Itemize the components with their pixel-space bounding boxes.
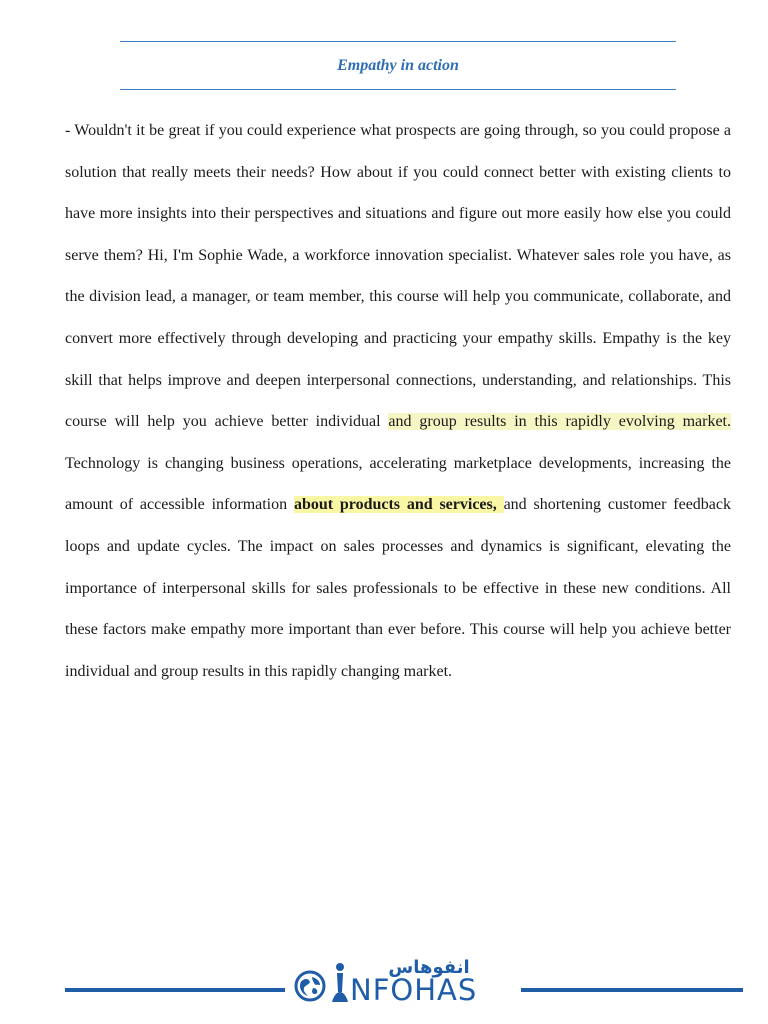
logo-arabic-text: انفوهاس	[388, 957, 470, 978]
body-paragraph	[65, 110, 731, 692]
logo-i-mark-icon	[330, 962, 350, 1004]
footer-rule-left	[65, 988, 285, 992]
logo-latin-text: NFOHAS	[350, 973, 478, 1007]
footer-rule-right	[521, 988, 743, 992]
infohas-logo	[292, 958, 518, 1006]
title-rule-bottom	[120, 89, 676, 90]
title-rule-top	[120, 41, 676, 42]
globe-icon	[294, 970, 326, 1002]
paragraph-segment: - Wouldn't it be great if you could experience what prospects are going through, so you could propose a solution that really meets their needs? How about if you could connect better with existing clients to have more insights into their perspectives and situations and figure out more easily how else you could serve them? Hi, I'm Sophie Wade, a workforce innovation specialist. Whatever sales role you have, as the division lead, a manager, or team member, this course will help you communicate, collaborate, and convert more effectively through developing and practicing your empathy skills. Empathy is the key skill that helps improve and deepen interpersonal connections, understanding, and relationships. This course will help you achieve better individual	[65, 122, 731, 431]
paragraph-segment: Technology is changing business operations, accelerating marketplace developments, increasing the amount of accessible information	[65, 454, 731, 514]
highlighted-phrase: and group results in this rapidly evolving market.	[388, 413, 731, 431]
page-title: Empathy in action	[337, 57, 459, 74]
highlighted-phrase-bold: about products and services,	[293, 496, 504, 514]
paragraph-segment: and shortening customer feedback loops and update cycles. The impact on sales processes and dynamics is significant, elevating the importance of interpersonal skills for sales professionals to be effective in these new conditions. All these factors make empathy more important than ever before. This course will help you achieve better individual and group results in this rapidly changing market.	[65, 496, 732, 680]
